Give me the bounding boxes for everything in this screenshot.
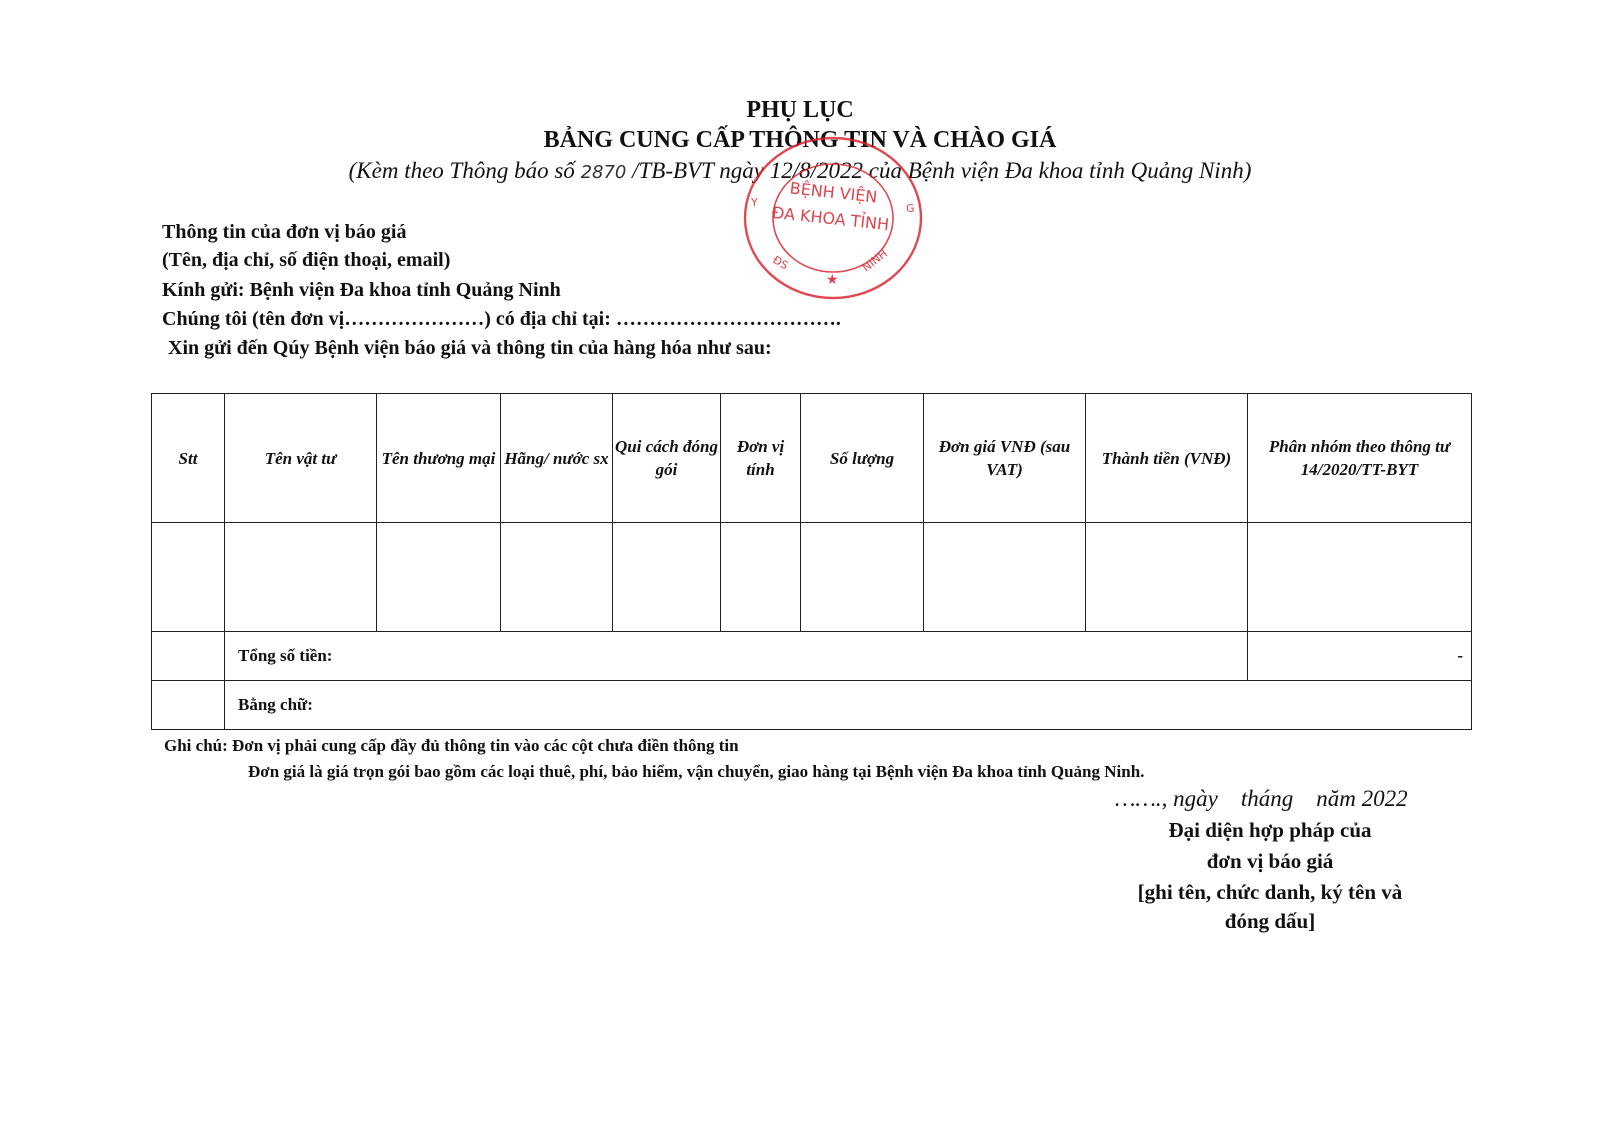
signature-date-line: ……., ngày tháng năm 2022 — [1115, 786, 1408, 811]
signature-line-2: đơn vị báo giá — [1206, 849, 1334, 873]
info-company-line: Chúng tôi (tên đơn vị…………………) có địa chỉ tại: ……………………………. — [162, 308, 841, 330]
stamp-ring-bottom-left: ĐS — [770, 253, 791, 273]
cell-group[interactable] — [1248, 523, 1472, 632]
table-row — [152, 523, 1472, 632]
cell-trade-name[interactable] — [377, 523, 501, 632]
info-request-line: Xin gửi đến Qúy Bệnh viện báo giá và thông tin của hàng hóa như sau: — [168, 337, 772, 359]
cell-manufacturer[interactable] — [501, 523, 613, 632]
signature-line-3: [ghi tên, chức danh, ký tên và — [1137, 880, 1403, 904]
document-subtitle: BẢNG CUNG CẤP THÔNG TIN VÀ CHÀO GIÁ — [543, 127, 1057, 153]
hospital-stamp — [738, 132, 928, 304]
col-header-packaging: Qui cách đóng gói — [613, 394, 721, 523]
reference-suffix: của Bệnh viện Đa khoa tỉnh Quảng Ninh) — [862, 158, 1252, 183]
note-line-2: Đơn giá là giá trọn gói bao gồm các loại thuê, phí, bảo hiểm, vận chuyển, giao hàng tại Bệnh viện Đa khoa tỉnh Quảng Ninh. — [248, 762, 1145, 781]
handwritten-number: 2870 — [580, 162, 627, 183]
stamp-ring-bottom-right: NINH — [859, 246, 890, 275]
total-stt-cell — [152, 632, 225, 681]
info-recipient: Kính gửi: Bệnh viện Đa khoa tỉnh Quảng Ninh — [162, 279, 561, 301]
total-row — [152, 632, 1472, 681]
cell-item-name[interactable] — [225, 523, 377, 632]
reference-mid: /TB-BVT ngày — [626, 158, 770, 183]
quote-table — [151, 393, 1472, 730]
stamp-star-icon: ★ — [826, 272, 839, 288]
stamp-line2: ĐA KHOA TỈNH — [771, 202, 891, 235]
col-header-amount: Thành tiền (VNĐ) — [1086, 394, 1248, 523]
col-header-quantity: Số lượng — [801, 394, 924, 523]
cell-stt[interactable] — [152, 523, 225, 632]
reference-prefix: (Kèm theo Thông báo số — [348, 158, 581, 183]
cell-packaging[interactable] — [613, 523, 721, 632]
info-contact-hint: (Tên, địa chỉ, số điện thoại, email) — [162, 249, 451, 271]
words-row — [152, 681, 1472, 730]
stamp-ring-right: G — [906, 202, 915, 215]
total-label: Tổng số tiền: — [225, 632, 1248, 681]
cell-unit[interactable] — [721, 523, 801, 632]
words-label[interactable]: Bằng chữ: — [225, 681, 1472, 730]
col-header-unit: Đơn vị tính — [721, 394, 801, 523]
words-stt-cell — [152, 681, 225, 730]
reference-date: 12/8/2022 — [769, 158, 863, 183]
cell-unit-price[interactable] — [924, 523, 1086, 632]
table-header-row — [152, 394, 1472, 523]
cell-amount[interactable] — [1086, 523, 1248, 632]
stamp-ring-left: Y — [751, 196, 758, 209]
signature-line-1: Đại diện hợp pháp của — [1168, 818, 1372, 842]
col-header-stt: Stt — [152, 394, 225, 523]
col-header-item-name: Tên vật tư — [225, 394, 377, 523]
cell-quantity[interactable] — [801, 523, 924, 632]
col-header-group: Phân nhóm theo thông tư 14/2020/TT-BYT — [1248, 394, 1472, 523]
col-header-trade-name: Tên thương mại — [377, 394, 501, 523]
col-header-manufacturer: Hãng/ nước sx — [501, 394, 613, 523]
signature-line-4: đóng dấu] — [1224, 909, 1316, 933]
stamp-line1: BỆNH VIỆN — [788, 178, 879, 207]
col-header-unit-price: Đơn giá VNĐ (sau VAT) — [924, 394, 1086, 523]
note-line-1: Ghi chú: Đơn vị phải cung cấp đầy đủ thông tin vào các cột chưa điền thông tin — [164, 736, 739, 755]
info-heading: Thông tin của đơn vị báo giá — [162, 221, 407, 243]
total-value[interactable]: - — [1248, 632, 1472, 681]
document-title: PHỤ LỤC — [746, 97, 854, 123]
